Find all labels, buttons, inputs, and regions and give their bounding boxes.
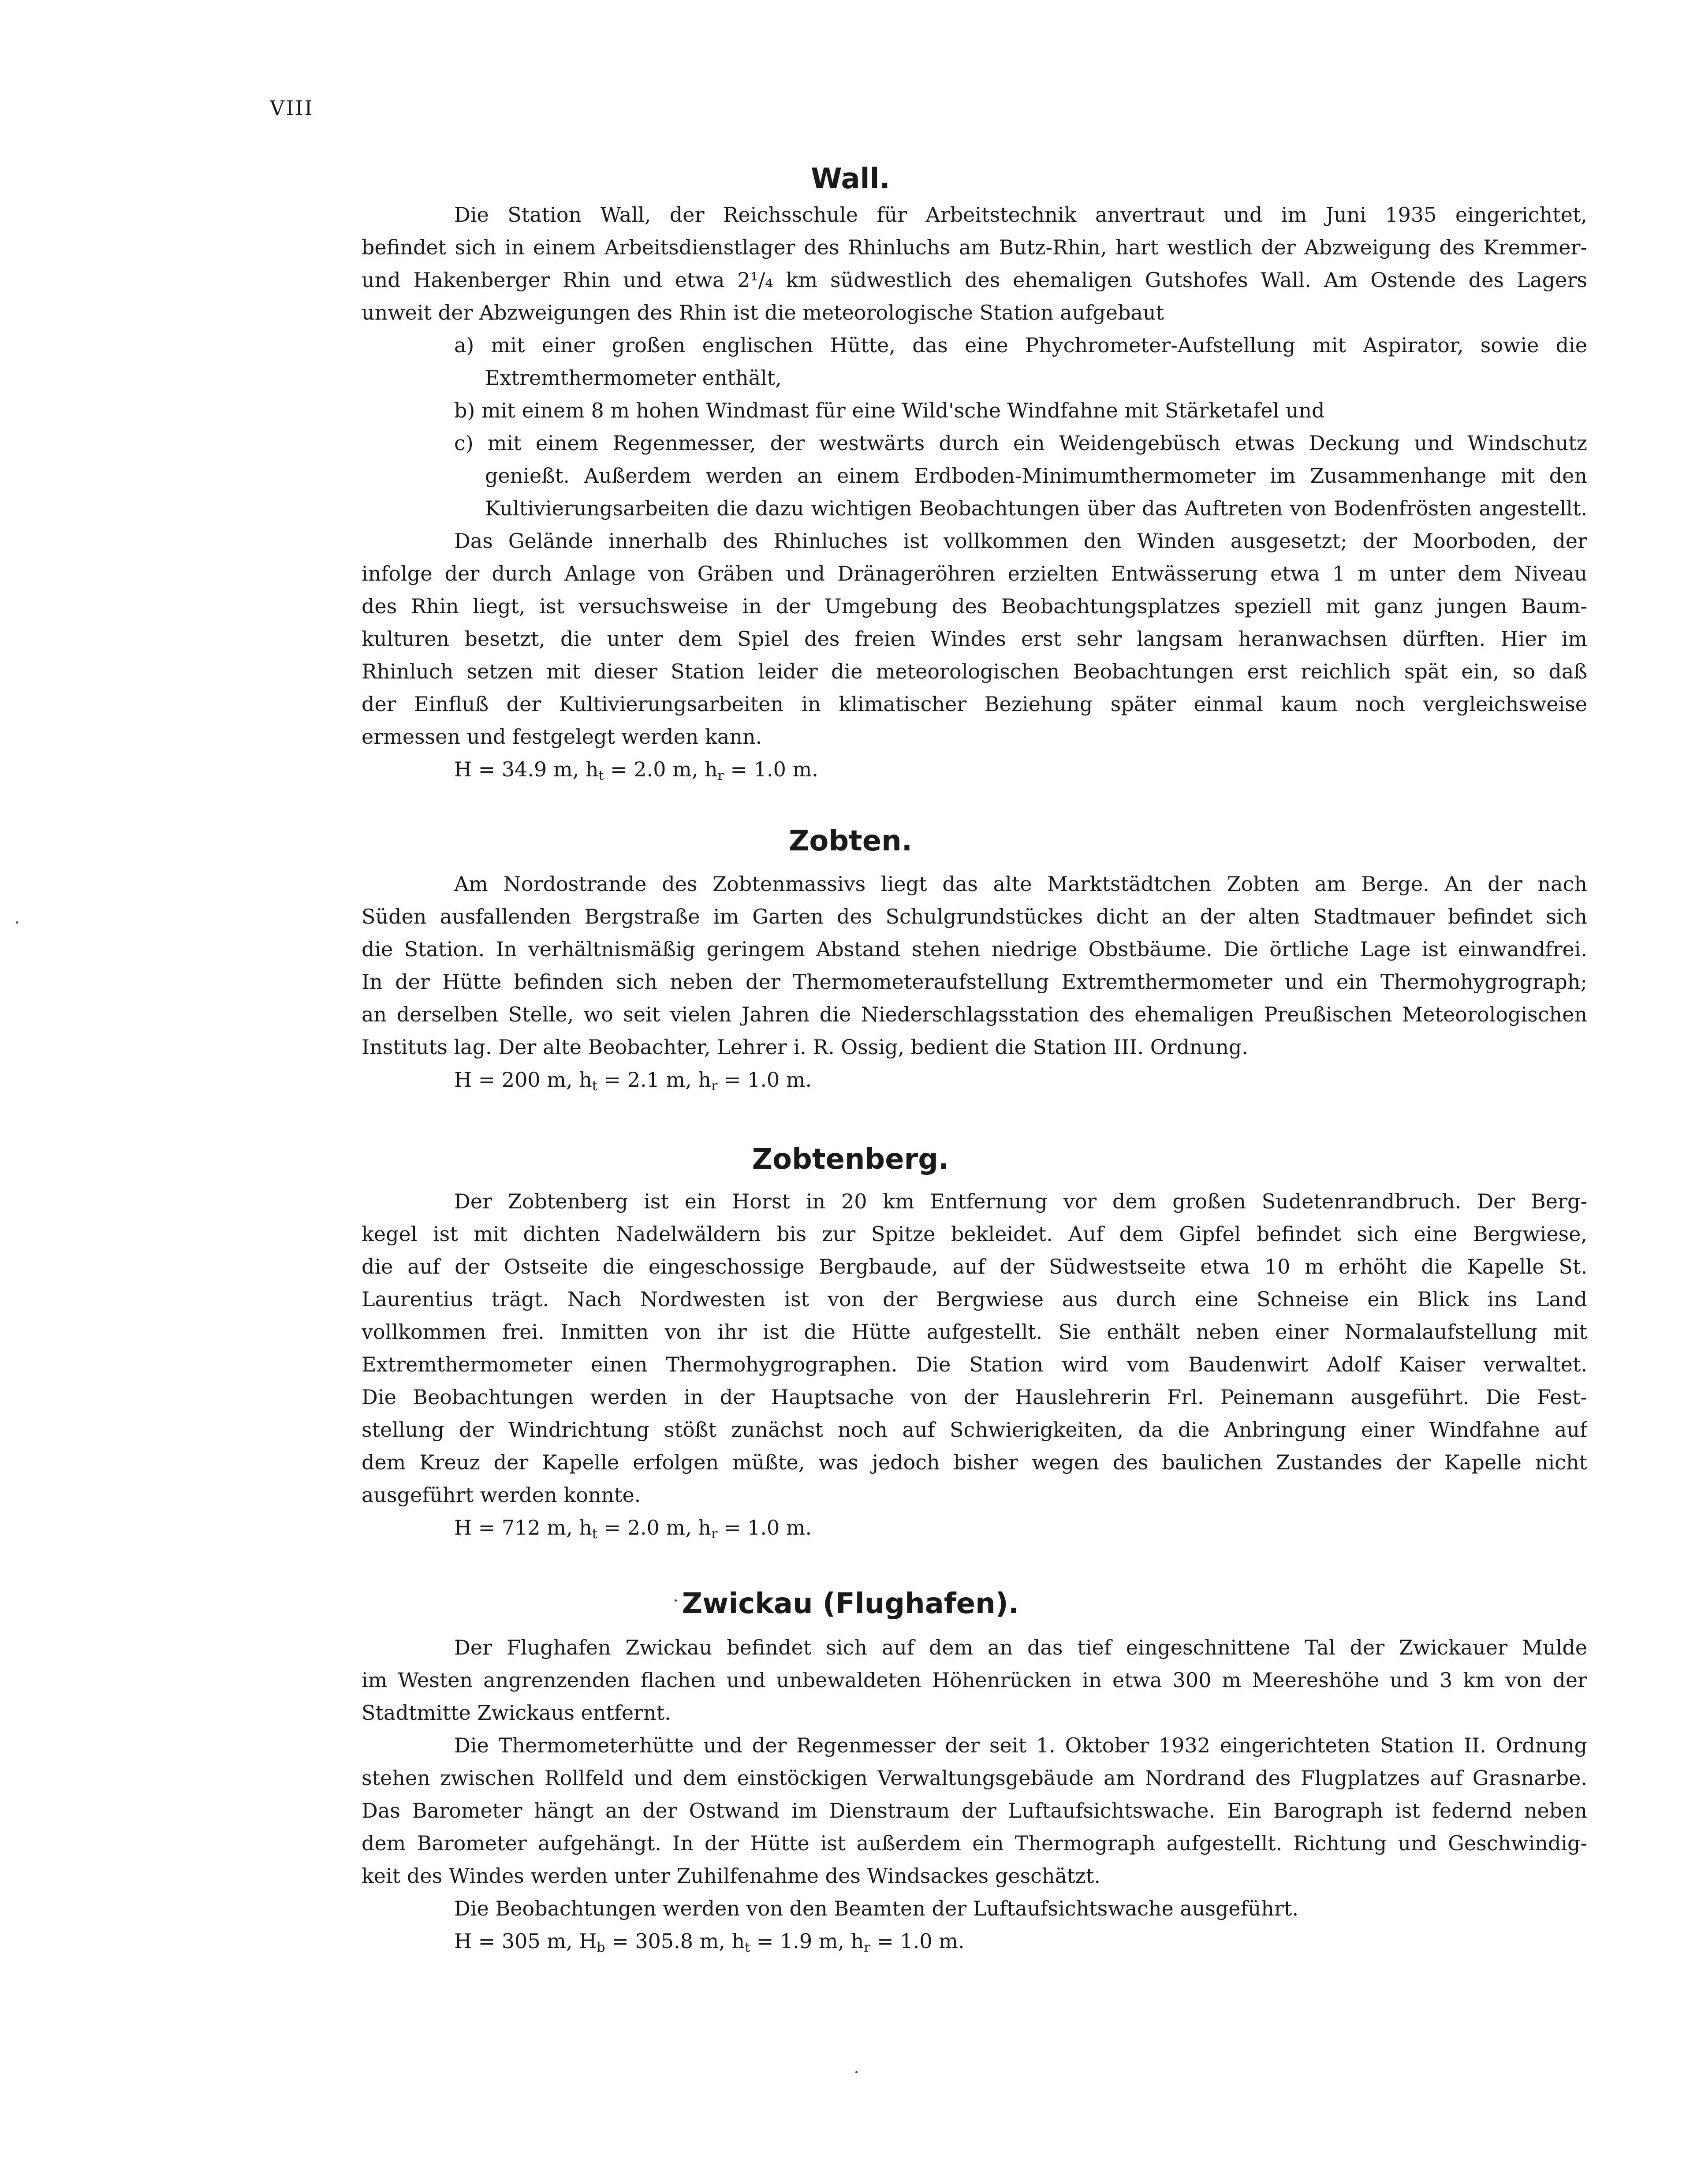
paragraph-line: dem Kreuz der Kapelle erfolgen müßte, was jedoch bisher wegen des baulichen Zustandes der Kapelle nicht bbox=[362, 1450, 1587, 1474]
paragraph-line: Rhinluch setzen mit dieser Station leider die meteorologischen Beobachtungen erst reichlich spät ein, so daß bbox=[362, 660, 1587, 683]
paragraph-line: Die Station Wall, der Reichsschule für Arbeitstechnik anvertraut und im Juni 1935 eingerichtet, bbox=[454, 203, 1587, 227]
paragraph-line: stellung der Windrichtung stößt zunächst noch auf Schwierigkeiten, da die Anbringung einer Windfahne auf bbox=[362, 1418, 1587, 1442]
scan-speck bbox=[16, 921, 18, 924]
list-item-line: c) mit einem Regenmesser, der westwärts durch ein Weidengebüsch etwas Deckung und Windschutz bbox=[454, 431, 1587, 455]
paragraph-line: und Hakenberger Rhin und etwa 2¹/₄ km südwestlich des ehemaligen Gutshofes Wall. Am Ostende des Lagers bbox=[362, 268, 1587, 292]
list-item-line: a) mit einer großen englischen Hütte, das eine Phychrometer-Aufstellung mit Aspirator, sowie die bbox=[454, 333, 1587, 357]
paragraph-line: Extremthermometer einen Thermohygrographen. Die Station wird vom Baudenwirt Adolf Kaiser verwaltet. bbox=[362, 1353, 1587, 1376]
paragraph-line: an derselben Stelle, wo seit vielen Jahren die Niederschlagsstation des ehemaligen Preußischen Meteorologischen bbox=[362, 1003, 1587, 1026]
paragraph-line: im Westen angrenzenden flachen und unbewaldeten Höhenrücken in etwa 300 m Meereshöhe und 3 km von der bbox=[362, 1668, 1587, 1692]
paragraph-line: Süden ausfallenden Bergstraße im Garten des Schulgrundstückes dicht an der alten Stadtmauer befindet sich bbox=[362, 905, 1587, 928]
paragraph-line: Die Beobachtungen werden in der Hauptsache von der Hauslehrerin Frl. Peinemann ausgeführt. Die Fest- bbox=[362, 1385, 1587, 1409]
height-hr: $h_r = 1.0$ m. bbox=[698, 1516, 812, 1542]
paragraph-line: ermessen und festgelegt werden kann. bbox=[362, 725, 762, 749]
section-title-zobtenberg: Zobtenberg. bbox=[752, 1143, 949, 1176]
list-item-line: Kultivierungsarbeiten die dazu wichtigen Beobachtungen über das Auftreten von Bodenfrösten angestellt. bbox=[485, 496, 1587, 520]
paragraph-line: befindet sich in einem Arbeitsdienstlager des Rhinluchs am Butz-Rhin, hart westlich der Abzweigung des Kremmer- bbox=[362, 235, 1587, 259]
station-heights bbox=[362, 753, 1587, 786]
paragraph-line: Das Gelände innerhalb des Rhinluches ist vollkommen den Winden ausgesetzt; der Moorboden, der bbox=[454, 529, 1587, 553]
list-item-line: b) mit einem 8 m hohen Windmast für eine Wild'sche Windfahne mit Stärketafel und bbox=[454, 399, 1325, 422]
height-ht: $h_t = 2.0$ m, bbox=[579, 1516, 692, 1542]
paragraph-line: der Einfluß der Kultivierungsarbeiten in klimatischer Beziehung später einmal kaum noch vergleichsweise bbox=[362, 692, 1587, 716]
height-hr: $h_r = 1.0$ m. bbox=[850, 1929, 965, 1955]
height-h: H = 712 m, bbox=[454, 1516, 573, 1539]
paragraph-line: Instituts lag. Der alte Beobachter, Lehrer i. R. Ossig, bedient die Station III. Ordnung. bbox=[362, 1035, 1248, 1059]
paragraph-line: dem Barometer aufgehängt. In der Hütte ist außerdem ein Thermograph aufgestellt. Richtung und Geschwindig- bbox=[362, 1831, 1587, 1855]
paragraph-line: Stadtmitte Zwickaus entfernt. bbox=[362, 1701, 671, 1725]
section-body-zobten bbox=[362, 868, 1587, 1096]
section-title-zobten: Zobten. bbox=[788, 825, 913, 857]
height-hb: $H_b = 305.8$ m, bbox=[579, 1929, 725, 1955]
station-heights bbox=[362, 1925, 1587, 1957]
page-folio: VIII bbox=[270, 96, 314, 120]
paragraph-line: In der Hütte befinden sich neben der Thermometeraufstellung Extremthermometer und ein Thermohygrograph; bbox=[362, 970, 1587, 994]
height-h: H = 305 m, bbox=[454, 1929, 573, 1953]
paragraph-line: keit des Windes werden unter Zuhilfenahme des Windsackes geschätzt. bbox=[362, 1864, 1100, 1888]
section-body-zobtenberg bbox=[362, 1185, 1587, 1544]
height-ht: $h_t = 2.0$ m, bbox=[585, 757, 698, 783]
scan-speck bbox=[675, 1599, 677, 1602]
paragraph-line: Die Thermometerhütte und der Regenmesser der seit 1. Oktober 1932 eingerichteten Station II. Ordnung bbox=[454, 1733, 1587, 1757]
section-body-zwickau bbox=[362, 1631, 1587, 1957]
list-item-line: Extremthermometer enthält, bbox=[485, 366, 782, 390]
paragraph-line: Laurentius trägt. Nach Nordwesten ist von der Bergwiese aus durch eine Schneise ein Blick ins Land bbox=[362, 1287, 1587, 1311]
paragraph-line: Die Beobachtungen werden von den Beamten der Luftaufsichtswache ausgeführt. bbox=[454, 1897, 1299, 1920]
paragraph-line: des Rhin liegt, ist versuchsweise in der Umgebung des Beobachtungsplatzes speziell mit ganz jungen Baum- bbox=[362, 594, 1587, 618]
list-item-line: genießt. Außerdem werden an einem Erdboden-Minimumthermometer im Zusammenhange mit den bbox=[485, 464, 1587, 488]
station-heights bbox=[362, 1063, 1587, 1096]
paragraph-line: die Station. In verhältnismäßig geringem Abstand stehen niedrige Obstbäume. Die örtliche Lage ist einwandfrei. bbox=[362, 937, 1587, 961]
section-title-wall: Wall. bbox=[811, 163, 890, 195]
paragraph-line: stehen zwischen Rollfeld und dem einstöckigen Verwaltungsgebäude am Nordrand des Flugplatzes auf Grasnarbe. bbox=[362, 1766, 1587, 1790]
paragraph-line: die auf der Ostseite die eingeschossige Bergbaude, auf der Südwestseite etwa 10 m erhöht die Kapelle St. bbox=[362, 1255, 1587, 1278]
height-ht: $h_t = 2.1$ m, bbox=[579, 1068, 692, 1094]
height-hr: $h_r = 1.0$ m. bbox=[698, 1068, 812, 1094]
paragraph-line: ausgeführt werden konnte. bbox=[362, 1483, 641, 1507]
paragraph-line: unweit der Abzweigungen des Rhin ist die meteorologische Station aufgebaut bbox=[362, 301, 1164, 324]
height-h: H = 200 m, bbox=[454, 1068, 573, 1092]
paragraph-line: vollkommen frei. Inmitten von ihr ist die Hütte aufgestellt. Sie enthält neben einer Normalaufstellung mit bbox=[362, 1320, 1587, 1344]
height-h: H = 34.9 m, bbox=[454, 757, 579, 781]
paragraph-line: Das Barometer hängt an der Ostwand im Dienstraum der Luftaufsichtswache. Ein Barograph ist federnd neben bbox=[362, 1799, 1587, 1822]
station-heights bbox=[362, 1511, 1587, 1544]
paragraph-line: kulturen besetzt, die unter dem Spiel des freien Windes erst sehr langsam heranwachsen dürften. Hier im bbox=[362, 627, 1587, 651]
paragraph-line: Am Nordostrande des Zobtenmassivs liegt das alte Marktstädtchen Zobten am Berge. An der nach bbox=[454, 872, 1587, 896]
section-body-wall bbox=[362, 198, 1587, 786]
paragraph-line: kegel ist mit dichten Nadelwäldern bis zur Spitze bekleidet. Auf dem Gipfel befindet sich eine Bergwiese, bbox=[362, 1222, 1587, 1246]
height-ht: $h_t = 1.9$ m, bbox=[731, 1929, 845, 1955]
height-hr: $h_r = 1.0$ m. bbox=[704, 757, 818, 783]
paragraph-line: Der Zobtenberg ist ein Horst in 20 km Entfernung vor dem großen Sudetenrandbruch. Der Berg- bbox=[454, 1189, 1587, 1213]
paragraph-line: Der Flughafen Zwickau befindet sich auf dem an das tief eingeschnittene Tal der Zwickauer Mulde bbox=[454, 1636, 1587, 1659]
scan-speck bbox=[855, 2071, 858, 2073]
paragraph-line: infolge der durch Anlage von Gräben und Dränageröhren erzielten Entwässerung etwa 1 m unter dem Niveau bbox=[362, 562, 1587, 585]
section-title-zwickau: Zwickau (Flughafen). bbox=[682, 1588, 1019, 1620]
